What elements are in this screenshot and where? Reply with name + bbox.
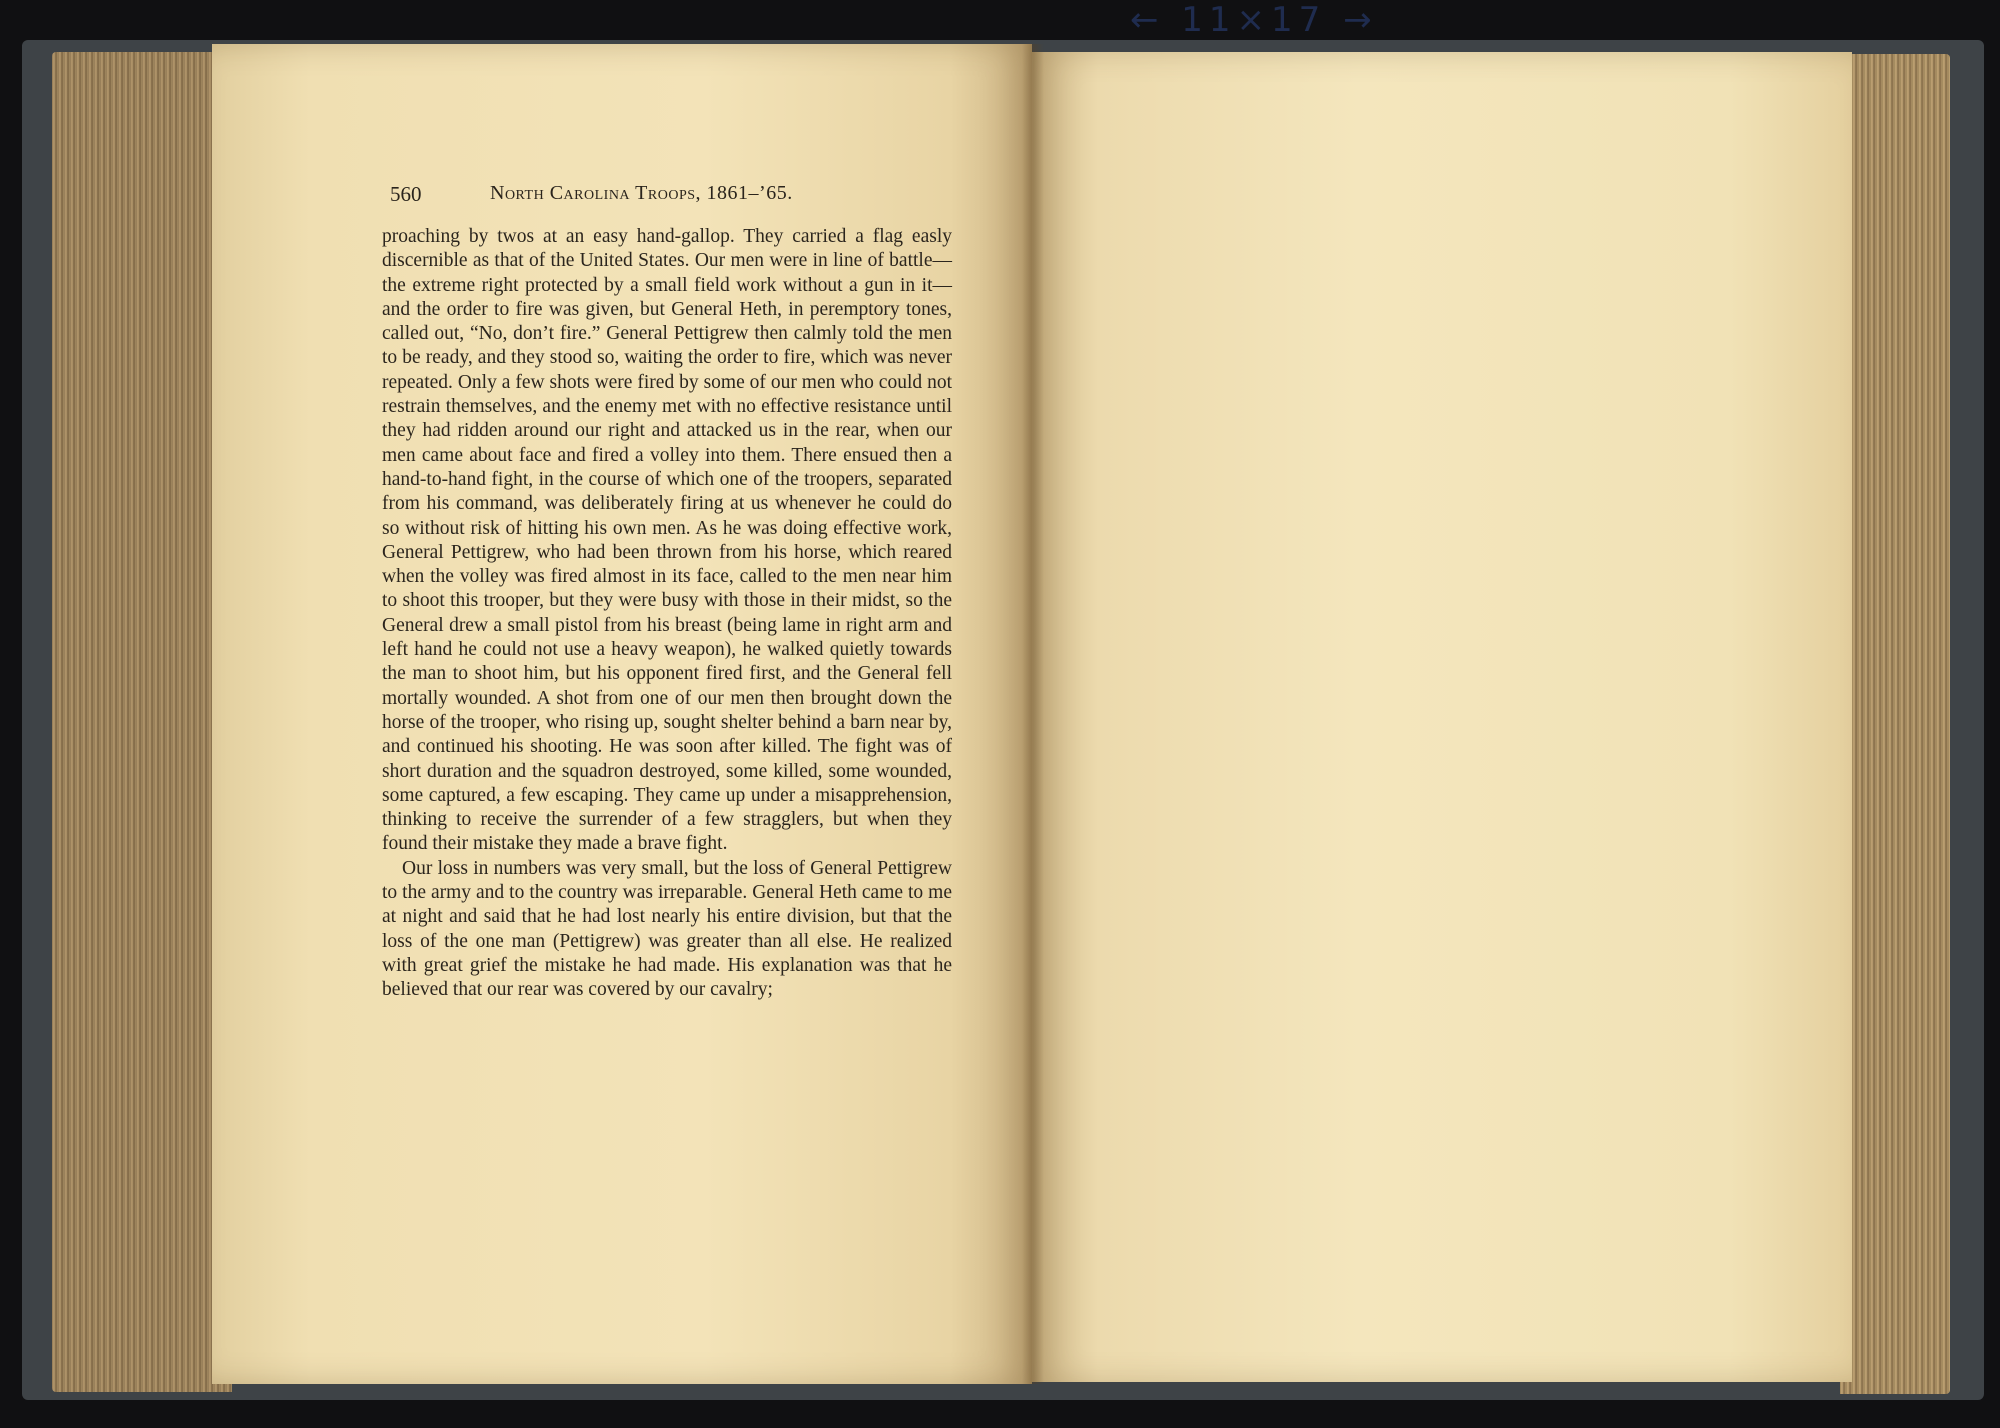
left-page-edges [52,52,232,1392]
paragraph: proaching by twos at an easy hand-gallop. They carried a flag easly discernible as that of the United States. Our men were in line of battle—the extreme right protected by a small field work without a gun in it—and the order to fire was given, but General Heth, in peremptory tones, called out, “No, don’t fire.” General Pettigrew then calmly told the men to be ready, and they stood so, waiting the order to fire, which was never repeated. Only a few shots were fired by some of our men who could not restrain themselves, and the enemy met with no effective resistance until they had ridden around our right and attacked us in the rear, when our men came about face and fired a volley into them. There ensued then a hand-to-hand fight, in the course of which one of the troopers, separated from his command, was deliberately firing at us whenever he could do so without risk of hitting his own men. As he was doing effective work, General Pettigrew, who had been thrown from his horse, which reared when the volley was fired almost in its face, called to the men near him to shoot this trooper, but they were busy with those in their midst, so the General drew a small pistol from his breast (being lame in right arm and left hand he could not use a heavy weapon), he walked quietly towards the man to shoot him, but his opponent fired first, and the General fell mortally wounded. A shot from one of our men then brought down the horse of the trooper, who rising up, sought shelter behind a barn near by, and continued his shooting. He was soon after killed. The fight was of short duration and the squadron destroyed, some killed, some wounded, some captured, a few escaping. They came up under a misapprehension, thinking to receive the surrender of a few stragglers, but when they found their mistake they made a brave fight. [382,226,952,855]
scan-size-marking: ← 11×17 → [1130,0,1378,40]
body-text [382,225,952,1003]
paragraph: Our loss in numbers was very small, but the loss of General Pettigrew to the army and to the country was irreparable. General Heth came to me at night and said that he had lost nearly his entire division, but that the loss of the one man (Pettigrew) was greater than all else. He realized with great grief the mistake he had made. His explanation was that he believed that our rear was covered by our cavalry; [382,857,952,1001]
book-gutter [1022,44,1044,1384]
running-head [390,182,950,218]
running-title: North Carolina Troops, 1861–’65. [490,182,793,204]
page-number: 560 [390,182,422,206]
right-page-blank [1032,52,1852,1382]
right-page-edges [1840,54,1950,1394]
